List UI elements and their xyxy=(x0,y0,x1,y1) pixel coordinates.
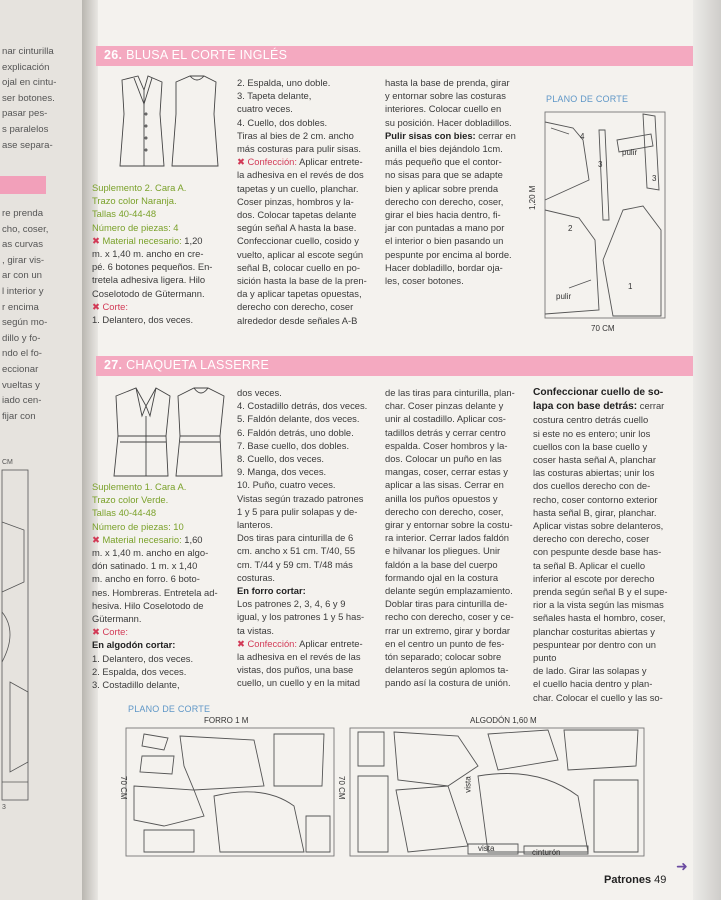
previous-page-text-line: según mo- xyxy=(2,317,48,329)
section-27-col4-heading-2: lapa con base detrás: xyxy=(533,401,638,413)
section-27-supplement: Suplemento 1. Cara A. xyxy=(92,481,187,492)
section-27-confeccion-heading: Confección: xyxy=(247,637,297,649)
section-27-text-line: si este no es entero; unir los xyxy=(533,427,651,439)
section-27-text-line: ra interior. Cerrar lados faldón xyxy=(385,532,510,544)
section-27-text-line: recho, coser contorno exterior xyxy=(533,493,658,505)
section-26-plan-width: 70 CM xyxy=(591,324,615,333)
section-27-text-line: 7. Base cuello, dos dobles. xyxy=(237,439,350,451)
section-27-text-line: 6. Faldón detrás, uno doble. xyxy=(237,426,354,438)
section-26-plan-pulir2: pulir xyxy=(556,292,572,301)
section-26-plan-n3b: 3 xyxy=(652,174,657,183)
section-27-col-4 xyxy=(533,386,673,704)
section-26-text-line: más costuras para pulir sisas. xyxy=(237,143,362,155)
section-27-col-1: Suplemento 1. Cara A. Trazo color Verde. Tallas 40-44-48 Número de piezas: 10 ✖ Material necesario: 1,60 m. x 1,40 m. ancho en algo- dón satinado. 1 m. x 1,40 m. ancho en forro. 6 boto- nes. Hombreras. Entretela ad- hesiva. Hilo Coselotodo de Gütermann. ✖ Corte: En algodón cortar: 1. Delantero, dos veces. 2. Espalda, dos veces. 3. Costadillo delante, xyxy=(92,480,232,691)
previous-page-text-line: ndo el fo- xyxy=(2,348,43,360)
section-27-material-line: nes. Hombreras. Entretela ad- xyxy=(92,586,218,598)
section-27-text-line: Doblar tiras para cinturilla de- xyxy=(385,598,508,610)
section-27-corte-heading: Corte: xyxy=(102,626,128,638)
section-26-text-line: Tiras al bies de 2 cm. ancho xyxy=(237,129,354,141)
previous-page-text-line: s paralelos xyxy=(2,124,49,135)
section-27-material-line: hesiva. Hilo Coselotodo de xyxy=(92,599,204,611)
previous-page-text-line: as curvas xyxy=(2,239,44,251)
section-27-pieces: Número de piezas: 10 xyxy=(92,520,184,532)
section-27-text-line: ta señal B. Aplicar el cuello xyxy=(533,559,646,571)
section-26-text-line: y entornar sobre las costuras xyxy=(385,90,506,102)
section-26-text-line: anilla el bies dejándolo 1cm. xyxy=(385,143,503,155)
jacket-illustration xyxy=(104,386,232,482)
section-26-text-line: más pequeño que el contor- xyxy=(385,156,502,168)
section-27-algodon-plan xyxy=(348,726,648,860)
section-27-text-line: pespuntear por dentro con un punto xyxy=(533,638,657,664)
section-26-text-line: 4. Cuello, dos dobles. xyxy=(237,116,328,128)
section-27-text-line: formando ojal en la costura xyxy=(385,571,499,583)
section-27-plan-label: PLANO DE CORTE xyxy=(128,704,211,714)
section-27-text-line: con pespunte desde base has- xyxy=(533,546,662,558)
section-27-col-2: dos veces. 4. Costadillo detrás, dos veces. 5. Faldón delante, dos veces. 6. Faldón detrás, uno doble. 7. Base cuello, dos dobles. 8. Cuello, dos veces. 9. Manga, dos veces. 10. Puño, cuatro veces. Vistas según trazado patrones 1 y 5 para pulir solapas y de- lanteros. Dos tiras para cinturilla de 6 cm. ancho x 51 cm. T/40, 55 cm. T/44 y 59 cm. T/48 más costuras. En forro cortar: Los patrones 2, 3, 4, 6 y 9 igual, y los patrones 1 y 5 has- ta vistas. ✖ Confección: Aplicar entrete- la adhesiva en el revés de las vistas, dos puños, una base cuello, un cuello y en la mitad xyxy=(237,386,379,690)
section-26-text-line: hasta la base de prenda, girar xyxy=(385,77,510,88)
section-27-text-line: dos. Colocar un puño en las xyxy=(385,453,502,465)
previous-page-cm-mark: CM xyxy=(2,459,13,466)
section-26-pieces: Número de piezas: 4 xyxy=(92,221,179,233)
page-number: 49 xyxy=(654,874,667,886)
section-26-plan-label: PLANO DE CORTE xyxy=(546,94,629,104)
section-27-text-line: tón separado; colocar sobre xyxy=(385,651,502,663)
section-27-text-line: 1 y 5 para pulir solapas y de- xyxy=(237,505,358,517)
section-26-text-line: alrededor desde señales A-B xyxy=(237,314,358,326)
section-27-text-line: char. Colocar el cuello y las so- xyxy=(533,691,663,703)
section-27-text-line: 10. Puño, cuatro veces. xyxy=(237,479,336,491)
section-27-algodon-item: 1. Delantero, dos veces. xyxy=(92,652,194,664)
section-26-text-line: girar el bies hacia dentro, fi- xyxy=(385,209,501,221)
section-26-plan-n3: 3 xyxy=(598,160,603,169)
section-27-text-line: 9. Manga, dos veces. xyxy=(237,466,327,478)
section-26-material-line: pé. 6 botones pequeños. En- xyxy=(92,261,213,273)
section-26-material-line: tretela adhesiva ligera. Hilo xyxy=(92,274,206,286)
section-27-text-line: unir al costadillo. Aplicar cos- xyxy=(385,413,506,425)
section-27-text-line: derecho con derecho, coser, xyxy=(385,505,504,517)
section-27-text-line: tadillos detrás y cerrar centro xyxy=(385,426,506,438)
section-27-text-line: recho con derecho, coser y ce- xyxy=(385,611,514,623)
section-27-title: CHAQUETA LASSERRE xyxy=(126,358,270,372)
section-27-text-line: Aplicar vistas sobre delanteros, xyxy=(533,520,664,532)
section-27-text-line: señales hasta el hombro, coser, xyxy=(533,612,666,624)
section-26-text-line: según señal A hasta la base. xyxy=(237,222,357,234)
section-27-text-line: mangas, coser, cerrar estas y xyxy=(385,466,508,478)
section-27-text-line: cm. T/44 y 59 cm. T/48 más xyxy=(237,558,353,570)
section-27-text-line: vistas, dos puños, una base xyxy=(237,664,354,676)
section-27-vista-label: vista xyxy=(463,776,473,793)
previous-page-number-mark: 3 xyxy=(2,804,6,811)
section-26-text-line: sición hasta la base de la pren- xyxy=(237,275,367,287)
brand-logo: Patrones xyxy=(604,874,652,886)
section-26-text-line: Confeccionar cuello, cosido y xyxy=(237,235,359,247)
section-27-material-line: m. ancho en forro. 6 boto- xyxy=(92,573,200,585)
section-27-text-line: rior a la vista según las mismas xyxy=(533,599,664,611)
section-27-text-line: derecho con derecho, coser xyxy=(533,533,650,545)
section-27-text-line: hasta señal B, girar, planchar. xyxy=(533,506,657,518)
section-26-text-line: Coser pinzas, hombros y la- xyxy=(237,195,354,207)
previous-page-strip xyxy=(0,0,82,900)
section-27-text-line: igual, y los patrones 1 y 5 has- xyxy=(237,611,365,623)
previous-page-text-line: ojal en cintu- xyxy=(2,77,57,89)
section-27-text-line: la adhesiva en el revés de las xyxy=(237,651,361,663)
section-26-text-line: da y aplicar tapetas opuestas, xyxy=(237,288,362,300)
previous-section-bar xyxy=(0,176,46,194)
previous-page-text-line: r encima xyxy=(2,301,39,313)
section-26-text-line: la adhesiva en el revés de dos xyxy=(237,169,364,181)
section-26-plan-n4: 4 xyxy=(580,132,585,141)
section-27-text-line: dos cuellos derecho con de- xyxy=(533,480,651,492)
section-27-material-line: dón satinado. 1 m. x 1,40 xyxy=(92,560,198,572)
section-27-text-line: cuello, un cuello y en la mitad xyxy=(237,677,360,689)
section-26-plan-n1: 1 xyxy=(628,282,633,291)
section-26-corte-item: 1. Delantero, dos veces. xyxy=(92,314,194,326)
section-27-algodon-item: 2. Espalda, dos veces. xyxy=(92,665,187,677)
section-26-text-line: 2. Espalda, uno doble. xyxy=(237,77,331,88)
section-26-text-line: derecho con derecho, coser xyxy=(237,301,354,313)
section-26-number: 26. xyxy=(104,48,123,62)
section-26-sizes: Tallas 40-44-48 xyxy=(92,208,157,220)
section-26-col-1: Suplemento 2. Cara A. Trazo color Naranja. Tallas 40-44-48 Número de piezas: 4 ✖ Material necesario: 1,20 m. x 1,40 m. ancho en cre- pé. 6 botones pequeños. En- tretela adhesiva ligera. Hilo Coselotodo de Gütermann. ✖ Corte: 1. Delantero, dos veces. xyxy=(92,181,232,326)
section-27-text-line: las costuras abiertas; unir los xyxy=(533,467,655,479)
section-27-text-line: planchar costuritas abiertas y xyxy=(533,625,655,637)
section-27-forro-heading: En forro cortar: xyxy=(237,585,306,597)
section-27-number: 27. xyxy=(104,358,123,372)
section-26-plan-height: 1,20 M xyxy=(528,185,537,210)
section-27-header xyxy=(96,356,693,376)
previous-page-text-line: iado cen- xyxy=(2,395,42,407)
previous-page-text-line: l interior y xyxy=(2,286,44,297)
section-27-material-line: m. x 1,40 m. ancho en algo- xyxy=(92,547,209,559)
section-26-text-line: Hacer dobladillo, bordar oja- xyxy=(385,261,503,273)
section-27-text-line: aplicar a las sisas. Cerrar en xyxy=(385,479,504,491)
section-27-forro-plan xyxy=(124,726,338,860)
section-26-supplement: Suplemento 2. Cara A. xyxy=(92,182,187,193)
section-26-text-line: tapetas y un cuello, planchar. xyxy=(237,182,359,194)
section-26-confeccion-heading: Confección: xyxy=(247,156,297,168)
section-27-text-line: girar y entornar sobre la costu- xyxy=(385,519,513,531)
section-26-text-line: su posición. Hacer dobladillos. xyxy=(385,116,512,128)
section-26-plan-n2: 2 xyxy=(568,224,573,233)
section-27-algodon-height: 70 CM xyxy=(337,776,346,800)
section-26-title: BLUSA EL CORTE INGLÉS xyxy=(126,48,288,62)
section-26-text-line: señal B, colocar cuello en po- xyxy=(237,261,360,273)
section-27-algodon-label: ALGODÓN 1,60 M xyxy=(470,716,537,725)
previous-page-text-line: nar cinturilla xyxy=(2,46,54,57)
previous-page-text-line: , girar vis- xyxy=(2,254,45,266)
section-26-material-heading: Material necesario: xyxy=(102,234,182,246)
section-26-text-line: cuatro veces. xyxy=(237,103,293,115)
page-footer xyxy=(604,874,666,886)
section-26-header xyxy=(96,46,693,66)
previous-page-text-line: dillo y fo- xyxy=(2,332,41,344)
section-27-text-line: de lado. Girar las solapas y xyxy=(533,665,647,677)
previous-page-pattern-sketch xyxy=(0,462,30,822)
section-27-text-line: rrar un extremo, girar y bordar xyxy=(385,624,511,636)
section-27-text-line: en el centro un punto de fes- xyxy=(385,637,505,649)
section-27-text-line: dos veces. xyxy=(237,387,282,398)
section-27-text-line: el cuello hacia dentro y plan- xyxy=(533,678,653,690)
section-27-col4-heading-1: Confeccionar cuello de so- xyxy=(533,387,664,398)
page-edge xyxy=(693,0,721,900)
previous-page-text-line: fijar con xyxy=(2,410,36,422)
section-27-sizes: Tallas 40-44-48 xyxy=(92,507,157,519)
section-27-text-line: de las tiras para cinturilla, plan- xyxy=(385,387,515,398)
section-27-vista-label-2: vista xyxy=(478,844,495,853)
section-27-text-line: prenda según señal B y el supe- xyxy=(533,586,668,598)
section-27-text-line: delante según emplazamiento. xyxy=(385,585,513,597)
section-27-text-line: Dos tiras para cinturilla de 6 xyxy=(237,532,354,544)
section-26-plan-pulir: pulir xyxy=(622,148,638,157)
section-27-algodon-heading: En algodón cortar: xyxy=(92,639,176,651)
section-27-text-line: coser hasta señal A, planchar xyxy=(533,454,656,466)
section-26-text-line: interiores. Colocar cuello en xyxy=(385,103,502,115)
section-27-text-line: 4. Costadillo detrás, dos veces. xyxy=(237,400,368,412)
section-27-trace: Trazo color Verde. xyxy=(92,494,169,506)
previous-page-text-line: pasar pes- xyxy=(2,108,48,120)
section-26-cutting-plan xyxy=(543,110,669,322)
section-27-text-line: faldón a la base del cuerpo xyxy=(385,558,498,570)
section-27-material-heading: Material necesario: xyxy=(102,533,182,545)
section-27-col4-first: cerrar xyxy=(637,400,665,412)
section-27-cinturon-label: cinturón xyxy=(532,848,561,857)
section-26-col-3 xyxy=(385,76,527,287)
section-27-material-line: Gütermann. xyxy=(92,613,142,625)
section-27-text-line: cuellos con la base cuello y xyxy=(533,440,648,452)
section-27-forro-label: FORRO 1 M xyxy=(204,716,249,725)
section-27-text-line: ta vistas. xyxy=(237,624,274,636)
previous-page-text-line: ase separa- xyxy=(2,139,53,151)
section-27-text-line: Vistas según trazado patrones xyxy=(237,492,364,504)
previous-page-text-line: re prenda xyxy=(2,208,44,219)
section-26-material-first: 1,20 xyxy=(181,234,203,246)
section-27-text-line: inferior al escote por derecho xyxy=(533,572,655,584)
section-27-col-3 xyxy=(385,386,527,690)
section-26-pulir-first: cerrar en xyxy=(475,129,516,141)
section-27-text-line: lanteros. xyxy=(237,519,273,531)
previous-page-text-line: eccionar xyxy=(2,364,39,375)
section-27-text-line: 5. Faldón delante, dos veces. xyxy=(237,413,360,425)
section-27-text-line: 8. Cuello, dos veces. xyxy=(237,453,325,465)
section-27-algodon-item: 3. Costadillo delante, xyxy=(92,679,180,691)
section-27-forro-height: 70 CM xyxy=(119,776,128,800)
previous-page-text-line: cho, coser, xyxy=(2,223,49,235)
previous-page-text-line: ser botones. xyxy=(2,92,55,104)
section-26-corte-heading: Corte: xyxy=(102,300,128,312)
section-26-text-line: vuelto, aplicar al escote según xyxy=(237,248,364,260)
section-27-text-line: costura centro detrás cuello xyxy=(533,414,649,426)
section-26-pulir-heading: Pulir sisas con bies: xyxy=(385,129,476,141)
section-26-text-line: les, coser botones. xyxy=(385,275,464,287)
section-26-col-2: 2. Espalda, uno doble. 3. Tapeta delante, cuatro veces. 4. Cuello, dos dobles. Tiras al bies de 2 cm. ancho más costuras para pulir sisas. ✖ Confección: Aplicar entrete- la adhesiva en el revés de dos tapetas y un cuello, planchar. Coser pinzas, hombros y la- dos. Colocar tapetas delante según señal A hasta la base. Confeccionar cuello, cosido y vuelto, aplicar al escote según señal B, colocar cuello en po- sición hasta la base de la pren- da y aplicar tapetas opuestas, derecho con derecho, coser alrededor desde señales A-B xyxy=(237,76,379,327)
section-27-text-line: e hilvanar los pliegues. Unir xyxy=(385,545,501,557)
section-27-text-line: pando así la costura de unión. xyxy=(385,677,511,689)
previous-page-text-line: explicación xyxy=(2,61,50,73)
section-27-text-line: Los patrones 2, 3, 4, 6 y 9 xyxy=(237,598,346,610)
next-page-arrow-icon: ➜ xyxy=(676,858,688,874)
section-27-confeccion-first: Aplicar entrete- xyxy=(296,637,363,649)
section-27-text-line: costuras. xyxy=(237,571,276,583)
section-26-confeccion-first: Aplicar entrete- xyxy=(296,156,363,168)
previous-page-text-line: ar con un xyxy=(2,270,43,282)
section-26-trace: Trazo color Naranja. xyxy=(92,195,177,207)
section-26-text-line: derecho con derecho, coser, xyxy=(385,195,504,207)
section-26-text-line: el interior o bien pasando un xyxy=(385,235,504,247)
section-27-text-line: delanteros según aplomos ta- xyxy=(385,664,509,676)
section-26-text-line: 3. Tapeta delante, xyxy=(237,90,312,102)
section-26-material-line: Coselotodo de Gütermann. xyxy=(92,287,205,299)
previous-page-text-line: vueltas y xyxy=(2,379,40,391)
section-27-text-line: espalda. Coser hombros y la- xyxy=(385,439,508,451)
section-26-text-line: no sisas para que se adapte xyxy=(385,169,503,181)
section-27-material-first: 1,60 xyxy=(181,533,203,545)
section-27-text-line: char. Coser pinzas delante y xyxy=(385,400,504,412)
section-27-text-line: cm. ancho x 51 cm. T/40, 55 xyxy=(237,545,356,557)
section-26-text-line: jar con puntadas a mano por xyxy=(385,222,505,234)
section-26-text-line: dos. Colocar tapetas delante xyxy=(237,209,357,221)
section-26-material-line: m. x 1,40 m. ancho en cre- xyxy=(92,248,204,260)
section-26-text-line: bien y aplicar sobre prenda xyxy=(385,182,499,194)
section-26-text-line: pespunte por encima al borde. xyxy=(385,248,512,260)
section-27-text-line: anilla los puños opuestos y xyxy=(385,492,498,504)
blouse-illustration xyxy=(104,74,232,174)
page-gutter xyxy=(82,0,98,900)
